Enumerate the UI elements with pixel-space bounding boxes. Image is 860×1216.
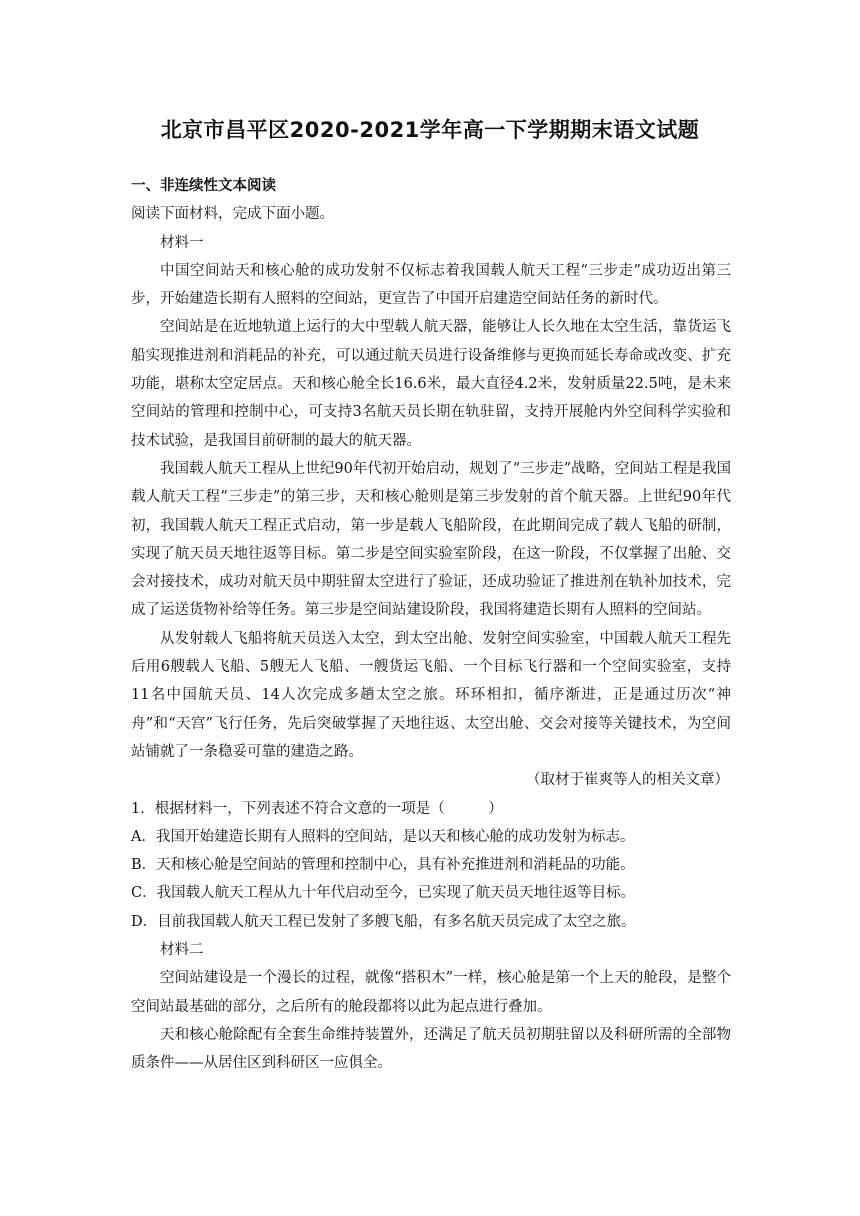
- document-title: 北京市昌平区2020-2021学年高一下学期期末语文试题: [160, 118, 700, 142]
- question1-option-b: B．天和核心舱是空间站的管理和控制中心，具有补充推进剂和消耗品的功能。: [131, 857, 635, 874]
- document-body: [131, 172, 731, 1078]
- reading-instruction: 阅读下面材料，完成下面小题。: [131, 206, 334, 223]
- question1-option-a: A．我国开始建造长期有人照料的空间站，是以天和核心舱的成功发射为标志。: [131, 828, 635, 845]
- material2-label: 材料二: [160, 942, 204, 959]
- material1-paragraph: 空间站是在近地轨道上运行的大中型载人航天器，能够让人长久地在太空生活，靠货运飞船实现推进剂和消耗品的补充，可以通过航天员进行设备维修与更换而延长寿命或改变、扩充功能，堪称太空定居点。天和核心舱全长16.6米，最大直径4.2米，发射质量22.5吨，是未来空间站的管理和控制中心，可支持3名航天员长期在轨驻留，支持开展舱内外空间科学实验和技术试验，是我国目前研制的最大的航天器。: [131, 319, 731, 449]
- section-heading: 一、非连续性文本阅读: [131, 178, 276, 194]
- material2-paragraph: 天和核心舱除配有全套生命维持装置外，还满足了航天员初期驻留以及科研所需的全部物质条件——从居住区到科研区一应俱全。: [131, 1026, 731, 1072]
- material1-source: （取材于崔爽等人的相关文章）: [526, 772, 729, 789]
- question1-stem: 1．根据材料一，下列表述不符合文意的一项是（ ）: [131, 800, 503, 817]
- material1-label: 材料一: [160, 234, 204, 251]
- material2-paragraph: 空间站建设是一个漫长的过程，就像“搭积木”一样，核心舱是第一个上天的舱段，是整个空间站最基础的部分，之后所有的舱段都将以此为起点进行叠加。: [131, 970, 731, 1015]
- material1-paragraph: 我国载人航天工程从上世纪90年代初开始启动，规划了“三步走”战略，空间站工程是我国载人航天工程“三步走”的第三步，天和核心舱则是第三步发射的首个航天器。上世纪90年代初，我国载人航天工程正式启动，第一步是载人飞船阶段，在此期间完成了载人飞船的研制，实现了航天员天地往返等目标。第二步是空间实验室阶段，在这一阶段，不仅掌握了出舱、交会对接技术，成功对航天员中期驻留太空进行了验证，还成功验证了推进剂在轨补加技术，完成了运送货物补给等任务。第三步是空间站建设阶段，我国将建造长期有人照料的空间站。: [131, 460, 731, 619]
- material1-paragraph: 中国空间站天和核心舱的成功发射不仅标志着我国载人航天工程“三步走”成功迈出第三步，开始建造长期有人照料的空间站，更宣告了中国开启建造空间站任务的新时代。: [131, 262, 731, 308]
- question1-option-c: C．我国载人航天工程从九十年代启动至今，已实现了航天员天地往返等目标。: [131, 885, 636, 902]
- question1-option-d: D．目前我国载人航天工程已发射了多艘飞船，有多名航天员完成了太空之旅。: [131, 913, 636, 930]
- material1-paragraph: 从发射载人飞船将航天员送入太空，到太空出舱、发射空间实验室，中国载人航天工程先后用6艘载人飞船、5艘无人飞船、一艘货运飞船、一个目标飞行器和一个空间实验室，支持11名中国航天员、14人次完成多趟太空之旅。环环相扣，循序渐进，正是通过历次“神舟”和“天宫”飞行任务，先后突破掌握了天地往返、太空出舱、交会对接等关键技术，为空间站铺就了一条稳妥可靠的建造之路。: [131, 630, 731, 760]
